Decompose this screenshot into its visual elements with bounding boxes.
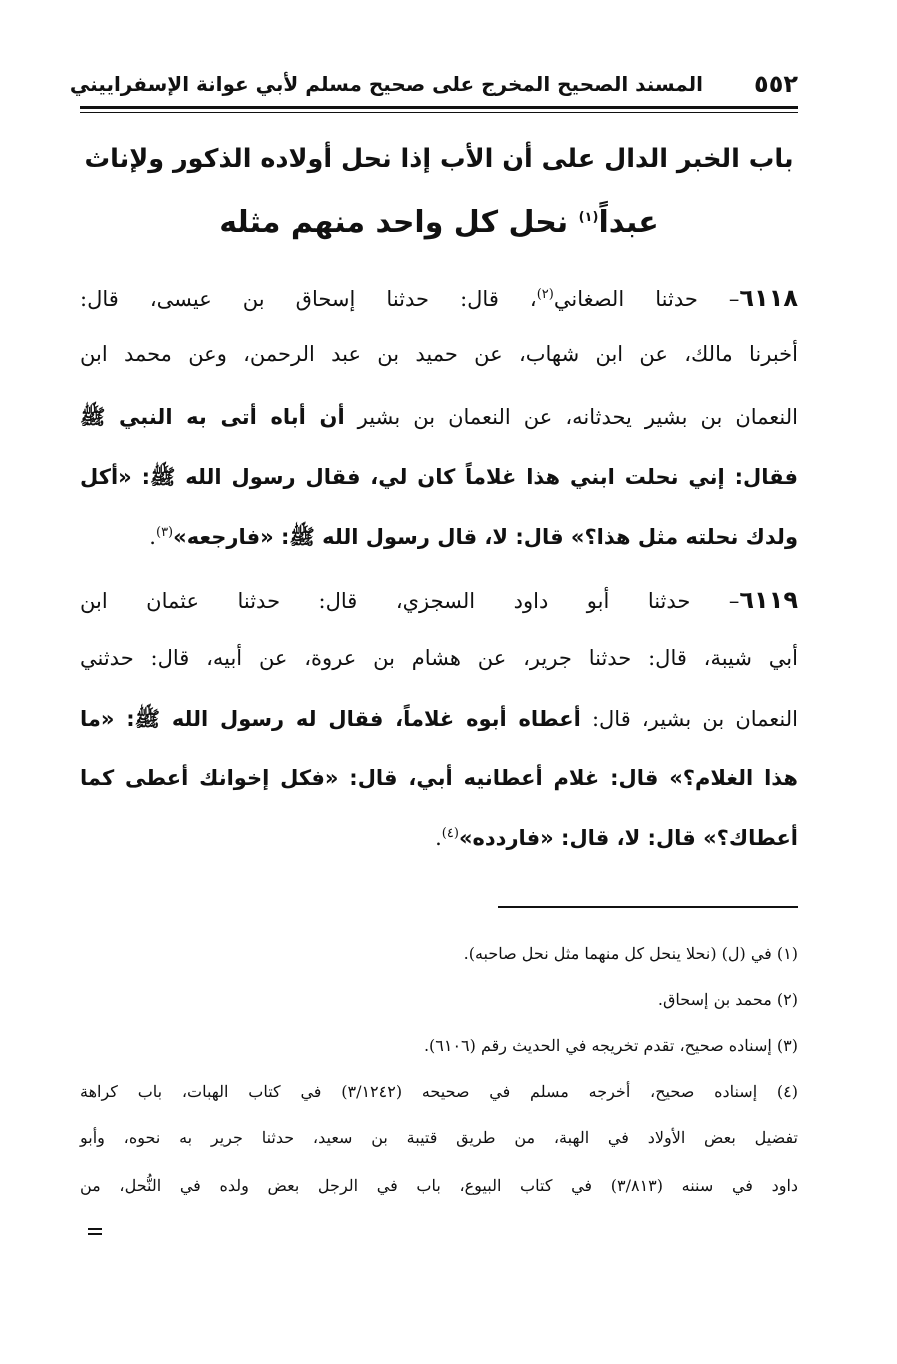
footnote-4-line-2: تفضيل بعض الأولاد في الهبة، من طريق قتيبة بن سعيد، حدثنا جرير به نحوه، وأبو [80, 1128, 798, 1147]
chapter-title-line-1: باب الخبر الدال على أن الأب إذا نحل أولاده الذكور ولإناث [84, 144, 794, 174]
footnote-4-line-1: (٤) إسناده صحيح، أخرجه مسلم في صحيحه (٣/١٢٤٢) في كتاب الهبات، باب كراهة [80, 1082, 799, 1101]
hadith-6118-line-5 [80, 524, 798, 555]
matn-text: أعطاه أبوه غلاماً، فقال له رسول الله ﷺ: «ما [80, 707, 581, 731]
hadith-6118-line-4: فقال: إني نحلت ابني هذا غلاماً كان لي، فقال رسول الله ﷺ: «أكل [80, 465, 798, 489]
text: النعمان بن بشير، قال: [580, 707, 799, 731]
hadith-6119-line-5 [80, 826, 798, 850]
hadith-6119-line-3 [80, 706, 798, 737]
running-title: المسند الصحيح المخرج على صحيح مسلم لأبي عوانة الإسفراييني [69, 72, 703, 96]
footnote-3: (٣) إسناده صحيح، تقدم تخريجه في الحديث رقم (٦١٠٦). [423, 1036, 798, 1055]
chapter-title-line-2 [80, 205, 798, 240]
chapter-title-word: عبداً [598, 205, 659, 240]
running-header [69, 70, 798, 104]
matn-text: أعطاك؟» قال: لا، قال: «فاردده» [458, 826, 798, 850]
text: – حدثنا أبو داود السجزي، قال: حدثنا عثمان ابن [80, 589, 740, 613]
matn-text: أن أباه أتى به النبي ﷺ [80, 405, 345, 429]
hadith-number-6119: ٦١١٩ [739, 586, 798, 614]
header-rule-thin [80, 112, 798, 113]
hadith-6119-line-4: هذا الغلام؟» قال: غلام أعطانيه أبي، قال: «فكل إخوانك أعطى كما [80, 766, 798, 790]
hadith-6118-line-3 [80, 404, 798, 435]
footnote-4-line-3: داود في سننه (٣/٨١٣) في كتاب البيوع، باب في الرجل بعض ولده في النُّحل، من [80, 1176, 799, 1195]
footnote-1: (١) في (ل) (نحلا ينحل كل منهما مثل نحل صاحبه). [463, 944, 798, 963]
hadith-6118-line-2: أخبرنا مالك، عن ابن شهاب، عن حميد بن عبد الرحمن، وعن محمد ابن [80, 342, 798, 366]
hadith-6119-line-2: أبي شيبة، قال: حدثنا جرير، عن هشام بن عروة، عن أبيه، قال: حدثني [80, 646, 798, 670]
footnote-separator [498, 906, 798, 908]
text: – حدثنا الصغاني [553, 287, 740, 311]
hadith-6119-line-1 [80, 586, 798, 614]
continuation-mark [88, 1228, 102, 1235]
footnote-ref-3: (٣) [155, 525, 174, 540]
text: ، قال: حدثنا إسحاق بن عيسى، قال: [80, 287, 537, 311]
header-rule [80, 106, 798, 109]
matn-text: ولدك نحلته مثل هذا؟» قال: لا، قال رسول الله ﷺ: «فارجعه» [173, 525, 798, 549]
text: . [435, 826, 442, 850]
footnote-ref-2: (٢) [536, 287, 554, 302]
footnote-ref-4: (٤) [441, 826, 459, 841]
chapter-title-rest: نحل كل واحد منهم مثله [219, 205, 579, 240]
hadith-number-6118: ٦١١٨ [739, 284, 798, 312]
page-number: ٥٥٢ [754, 70, 798, 98]
text: النعمان بن بشير يحدثانه، عن النعمان بن بشير [344, 405, 798, 429]
text: . [149, 525, 156, 549]
footnote-ref-1: (١) [578, 210, 599, 225]
footnote-2: (٢) محمد بن إسحاق. [657, 990, 798, 1009]
hadith-6118-line-1 [80, 284, 798, 312]
